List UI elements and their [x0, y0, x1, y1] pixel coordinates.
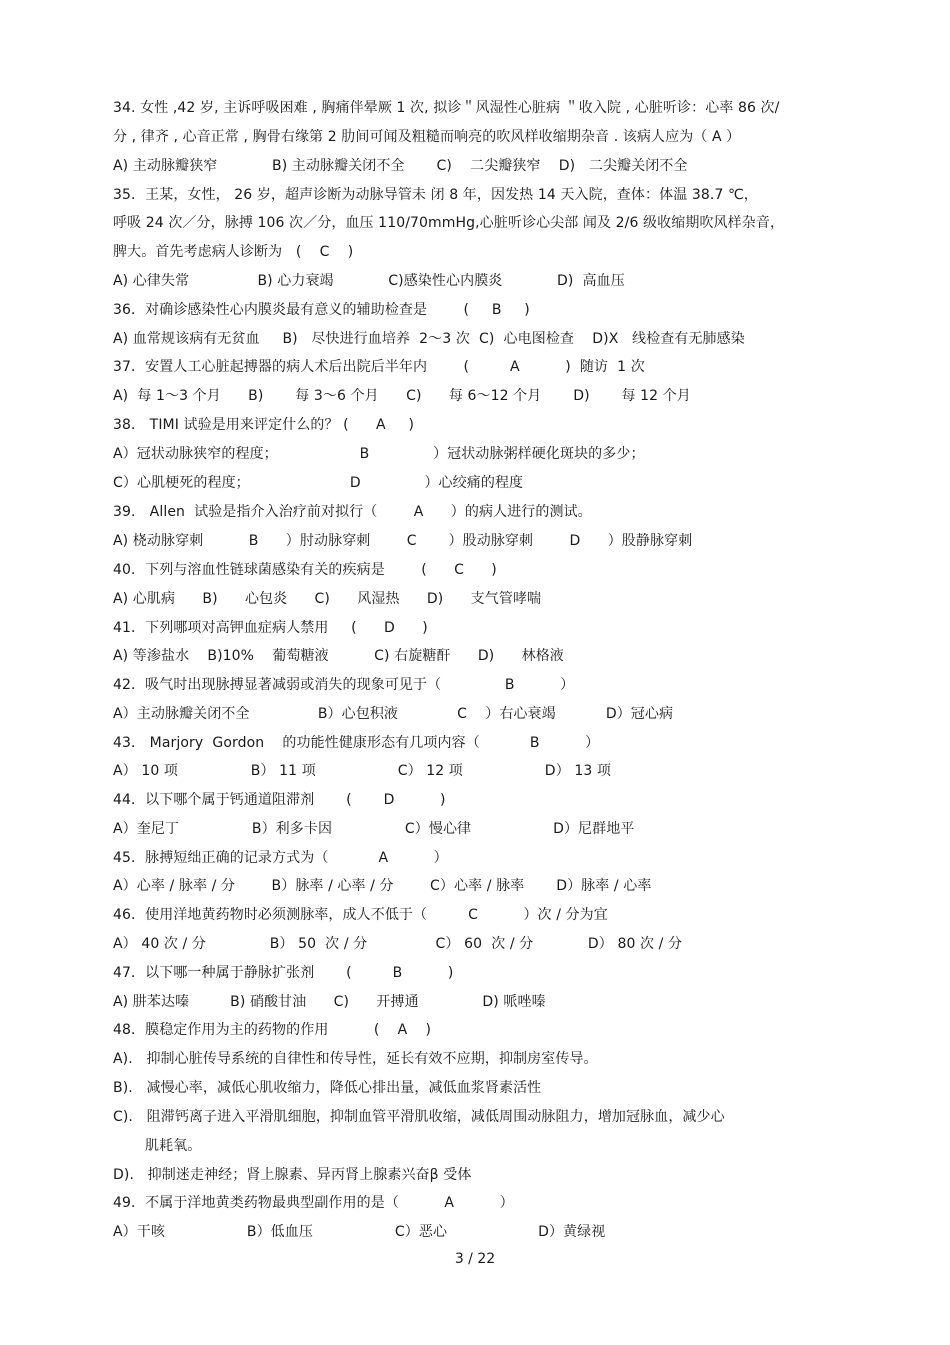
text-line: A）主动脉瓣关闭不全 B）心包积液 C ）右心衰竭 D）冠心病 [113, 706, 674, 722]
text-line: 47．以下哪一种属于静脉扩张剂 ( B ) [113, 965, 454, 981]
text-line: A) 等渗盐水 B)10% 葡萄糖液 C) 右旋糖酐 D) 林格液 [113, 648, 564, 664]
page-number: 3 / 22 [454, 1251, 496, 1267]
text-line: 36．对确诊感染性心内膜炎最有意义的辅助检查是 ( B ) [113, 302, 530, 318]
text-line: C）心肌梗死的程度； D ）心绞痛的程度 [113, 475, 524, 491]
text-line: 35．王某，女性， 26 岁，超声诊断为动脉导管未 闭 8 年，因发热 14 天入院，查体：体温 38.7 ℃， [113, 187, 758, 203]
text-line: 39． Allen 试验是指介入治疗前对拟行（ A ）的病人进行的测试。 [113, 504, 592, 520]
text-line: 34. 女性 ,42 岁, 主诉呼吸困难 , 胸痛伴晕厥 1 次, 拟诊＂风湿性心脏病 ＂收入院 , 心脏听诊：心率 86 次/ [113, 100, 780, 116]
text-line: 40．下列与溶血性链球菌感染有关的疾病是 ( C ) [113, 562, 497, 578]
text-line: 肌耗氧。 [145, 1138, 202, 1154]
text-line: 脾大。首先考虑病人诊断为 ( C ) [113, 244, 354, 260]
text-line: A）冠状动脉狭窄的程度； B ）冠状动脉粥样硬化斑块的多少； [113, 446, 645, 462]
text-line: 46．使用洋地黄药物时必须测脉率，成人不低于（ C ）次 / 分为宜 [113, 907, 608, 923]
text-line: A). 抑制心脏传导系统的自律性和传导性，延长有效不应期，抑制房室传导。 [113, 1051, 598, 1067]
text-line: A) 肼苯达嗪 B) 硝酸甘油 C) 开搏通 D) 哌唑嗪 [113, 994, 546, 1010]
text-line: A）奎尼丁 B）利多卡因 C）慢心律 D）尼群地平 [113, 821, 635, 837]
text-line: 38． TIMI 试验是用来评定什么的？ ( A ) [113, 417, 415, 433]
text-line: A) 主动脉瓣狭窄 B) 主动脉瓣关闭不全 C) 二尖瓣狭窄 D) 二尖瓣关闭不全 [113, 158, 688, 174]
text-line: D). 抑制迷走神经；肾上腺素、异丙肾上腺素兴奋β 受体 [113, 1167, 472, 1183]
text-line: 44．以下哪个属于钙通道阻滞剂 ( D ) [113, 792, 446, 808]
text-line: 43． Marjory Gordon 的功能性健康形态有几项内容（ B ） [113, 735, 600, 751]
text-line: A) 每 1～3 个月 B) 每 3～6 个月 C) 每 6～12 个月 D) 每 12 个月 [113, 388, 691, 404]
text-line: 48．膜稳定作用为主的药物的作用 ( A ) [113, 1022, 432, 1038]
text-line: A) 血常规该病有无贫血 B) 尽快进行血培养 2～3 次 C) 心电图检查 D)X 线检查有无肺感染 [113, 331, 745, 347]
text-line: 呼吸 24 次／分，脉搏 106 次／分，血压 110/70mmHg,心脏听诊心尖部 闻及 2/6 级收缩期吹风样杂音， [113, 215, 785, 231]
text-line: B). 减慢心率，减低心肌收缩力，降低心排出量，减低血浆肾素活性 [113, 1080, 542, 1096]
text-line: C). 阻滞钙离子进入平滑肌细胞，抑制血管平滑肌收缩，减低周围动脉阻力，增加冠脉血，减少心 [113, 1109, 725, 1125]
text-line: 分 , 律齐 , 心音正常 , 胸骨右缘第 2 肋间可闻及粗糙而响亮的吹风样收缩期杂音 . 该病人应为（ A ） [113, 129, 741, 145]
text-line: A) 桡动脉穿刺 B ）肘动脉穿刺 C ）股动脉穿刺 D ）股静脉穿刺 [113, 533, 693, 549]
text-line: A） 40 次 / 分 B） 50 次 / 分 C） 60 次 / 分 D） 80 次 / 分 [113, 936, 683, 952]
text-line: A) 心律失常 B) 心力衰竭 C)感染性心内膜炎 D) 高血压 [113, 273, 625, 289]
text-line: 37．安置人工心脏起搏器的病人术后出院后半年内 ( A ) 随访 1 次 [113, 359, 645, 375]
text-line: A）心率 / 脉率 / 分 B）脉率 / 心率 / 分 C）心率 / 脉率 D）脉率 / 心率 [113, 878, 652, 894]
text-line: 41．下列哪项对高钾血症病人禁用 ( D ) [113, 620, 428, 636]
text-line: A) 心肌病 B) 心包炎 C) 风湿热 D) 支气管哮喘 [113, 591, 542, 607]
text-line: A） 10 项 B） 11 项 C） 12 项 D） 13 项 [113, 763, 612, 779]
text-line: A）干咳 B）低血压 C）恶心 D）黄绿视 [113, 1224, 606, 1240]
text-line: 42．吸气时出现脉搏显著减弱或消失的现象可见于（ B ） [113, 677, 575, 693]
text-line: 45．脉搏短绌正确的记录方式为（ A ） [113, 850, 448, 866]
text-line: 49．不属于洋地黄类药物最典型副作用的是（ A ） [113, 1195, 514, 1211]
